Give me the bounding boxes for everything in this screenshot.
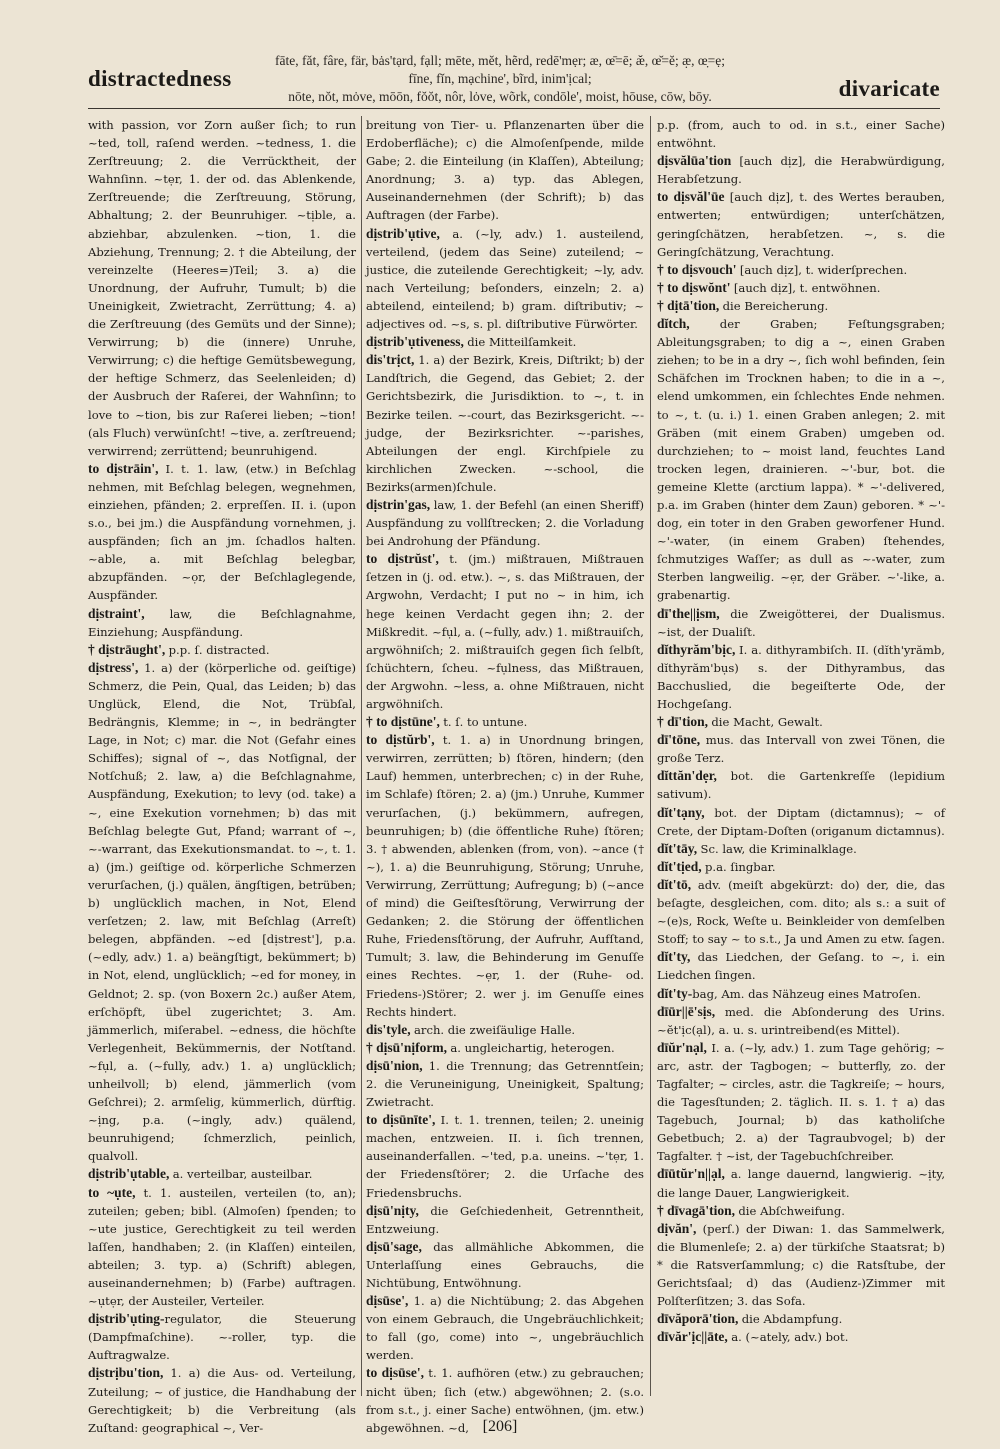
entry-definition: arch. die zweiſäulige Halle. [414,1022,576,1037]
dictionary-entry [657,1310,945,1328]
entry-headword: † to dịsvouch' [657,261,740,277]
entry-definition: [auch dịz], t. des Wertes berauben, entwerten; entwürdigen; unterſchätzen, geringſchätzen, herabſetzen. ~, s. die Geringſchätzung, Verachtung. [657,190,945,259]
entry-definition: med. die Abſonderung des Urins. ~ĕt'ịc(ạl), a. u. s. urintreibend(es Mittel). [657,1004,945,1037]
dictionary-entry [88,460,356,605]
entry-definition: 1. a) der Bezirk, Kreis, Diſtrikt; b) der Landſtrich, die Gegend, das Gebiet; 2. der Gerichtsbezirk, die Jurisdiktion. to ~, t. in Bezirke teilen. ~-court, das Bezirksgericht. ~-judge, der Bezirksrichter. ~-parishes, Abteilungen der engl. Kirchſpiele zu kirchlichen Zwecken. ~-school, die Bezirks(armen)ſchule. [366,353,644,494]
dictionary-entry [657,152,945,188]
entry-headword: dịstress', [88,659,145,675]
entry-definition: bag, Am. das Nähzeug eines Matroſen. [692,986,921,1001]
entry-headword: dĭt'tạny, [657,804,715,820]
dictionary-entry [88,605,356,641]
entry-definition: I. a. (~ly, adv.) 1. zum Tage gehörig; ~ arc, astr. der Tagbogen; ~ butterfly, zo. der Tagfalter; ~ circles, astr. die Tagkreiſe; ~ hours, die Tagesſtunden; 2. täglich. II. s. 1. † a) das Tagebuch, Journal; b) das katholiſche Gebetbuch; 2. a) der Tagraubvogel; b) der Tagfalter. † ~ist, der Tagebuchſchreiber. [657,1040,945,1164]
entry-definition: die Geſchiedenheit, Getrenntheit, Entzweiung. [366,1203,645,1236]
dictionary-entry [88,659,356,1166]
column-divider [361,116,362,1396]
entry-definition: regulator, die Steuerung (Dampfmaſchine). ~-roller, typ. die Auftragwalze. [88,1312,356,1363]
entry-headword: dịvăn', [657,1220,703,1236]
entry-headword: dīvăporā'tion, [657,1311,742,1327]
entry-headword: dis'trịct, [366,352,419,368]
entry-headword: † dịsū'nịform, [366,1039,451,1055]
dictionary-entry [657,1328,945,1346]
entry-headword: dĭt'tō, [657,876,698,892]
pronunciation-key-line: fāte, făt, fâre, fär, bȧs'tạrd, fạll; mēte, mĕt, hẽrd, redē'mẹr; æ, œ̄=ē; æ̆, œ̆=ĕ; æ̣, œ̣=ẹ; [275,53,725,68]
entry-definition: I. t. 1. law, (etw.) in Beſchlag nehmen, mit Beſchlag belegen, wegnehmen, einziehen, pfänden; 2. erpreſſen. II. i. (upon s.o., bei jm.) die Auspfändung vornehmen, j. auspfänden; ſich an jm. ſchadlos halten. ~able, a. mit Beſchlag belegbar, abzupfänden. ~ọr, der Beſchlaglegende, Auspfänder. [88,461,356,603]
pronunciation-key-line: fīne, fĭn, mạchine', bĩrd, inim'ịcal; [408,71,592,86]
entry-headword: dĭthyrăm'bịc, [657,641,740,657]
page-number: [206] [482,1418,518,1435]
dictionary-entry [657,876,945,948]
pronunciation-key-line: nōte, nŏt, mȯve, mōōn, fŏŏt, nôr, lȯve, wõrk, condōle', moist, hōuse, cōw, bōy. [288,89,712,104]
entry-headword: † to dịswŏnt' [657,279,734,295]
dictionary-entry [657,1003,945,1039]
header-divider [88,108,940,109]
dictionary-entry [88,1165,356,1183]
entry-headword: † dīvagā'tion, [657,1202,739,1218]
entry-headword: to ~ụte, [88,1184,144,1200]
dictionary-entry [366,713,644,731]
entry-definition: I. t. 1. trennen, teilen; 2. uneinig machen, entzweien. II. i. ſich trennen, auseinanderfallen. ~'ted, p.a. uneins. ~'tẹr, 1. der Friedensſtörer; 2. die Urſache des Friedensbruchs. [366,1113,645,1200]
dictionary-entry [657,261,945,279]
entry-definition: (perſ.) der Diwan: 1. das Sammelwerk, die Blumenleſe; 2. a) der türkiſche Staatsrat; b) * die Ratsverſammlung; c) die Ratsſtube, der Gerichtsſaal; d) das (Audienz-)Zimmer mit Polſterſitzen; 3. das Sofa. [657,1221,945,1309]
entry-headword: dịstrin'gas, [366,496,434,512]
entry-definition: die Zweigötterei, der Dualismus. ~ist, der Dualiſt. [657,606,945,639]
entry-definition: a. lange dauernd, langwierig. ~ịty, die lange Dauer, Langwierigkeit. [657,1167,946,1200]
entry-definition: mus. das Intervall von zwei Tönen, die große Terz. [657,733,945,766]
entry-definition: bot. der Diptam (dictamnus); ~ of Crete, der Diptam-Doſten (origanum dictamnus). [657,805,946,838]
entry-definition: p.a. ſingbar. [705,859,776,874]
dictionary-entry [657,188,945,260]
dictionary-entry [88,1184,356,1311]
dictionary-entry [657,1202,945,1220]
entry-definition: a. (~ately, adv.) bot. [731,1330,849,1345]
dictionary-entry [366,550,644,713]
entry-definition: t. 1. austeilen, verteilen (to, an); zuteilen; geben; bibl. (Almoſen) ſpenden; to ~ute justice, Gerechtigkeit zu teil werden laſſen, handhaben; 2. (in Klaſſen) einteilen, abteilen; 3. typ. a) (Schrift) ablegen, auseinandernehmen; b) (Farbe) auftragen. ~ụtẹr, der Austeiler, Verteiler. [88,1185,357,1309]
dictionary-entry [657,985,945,1003]
entry-headword: dīvăr'ịc||āte, [657,1329,732,1345]
dictionary-entry [657,641,945,713]
entry-definition: [auch dịz], t. widerſprechen. [739,262,908,277]
dictionary-entry [657,315,945,605]
entry-definition: adv. (meiſt abgekürzt: do) der, die, das beſagte, desgleichen, com. dito; als s.: a suit of ~(e)s, Rock, Weſte u. Beinkleider von demſelben Stoff; to say ~ to s.t., Ja und Amen zu etw. ſagen. [657,877,945,947]
entry-headword: dịstrib'ụtive, [366,225,453,241]
dictionary-entry [366,496,644,550]
dictionary-entry [657,713,945,731]
dictionary-entry [657,840,945,858]
entry-headword: † to dịstūne', [366,714,444,730]
dictionary-entry [657,116,945,152]
dictionary-entry [366,351,644,496]
entry-definition: law, die Beſchlagnahme, Einziehung; Auspfändung. [88,606,356,639]
dictionary-entry [657,804,945,840]
entry-headword: † dī'tion, [657,714,712,730]
dictionary-entry [366,116,644,225]
entry-definition: a. ungleichartig, heterogen. [450,1040,615,1055]
entry-headword: dĭt'ty, [657,949,698,965]
dictionary-entry [366,1039,644,1057]
entry-headword: to dịstŭrb', [366,732,443,748]
left-guide-word: distractedness [88,66,232,91]
entry-headword: to dịstrŭst', [366,551,450,567]
dictionary-entry [366,1292,644,1364]
entry-definition: t. 1. a) in Unordnung bringen, verwirren, zerrütten; b) ſtören, hindern; (den Lauf) hemmen, unterbrechen; c) in der Ruhe, im Schlafe) ſtören; 2. a) (jm.) Unruhe, Kummer verurſachen, (j.) bekümmern, aufregen, beunruhigen; b) (die öffentliche Ruhe) ſtören; 3. † abwenden, ablenken (from, von). ~ance († ~), 1. a) die Beunruhigung, Störung; Unruhe, Verwirrung, Zerrüttung; Aufregung; b) (~ance of mind) die Geiſtesſtörung, Verwirrung der Gedanken; 2. die Störung der öffentlichen Ruhe, Friedensſtörung, der Aufruhr, Aufſtand, Tumult; 3. law, die Behinderung im Genuſſe eines Rechtes. ~ẹr, 1. der (Ruhe- od. Friedens-)Störer; 2. wer j. im Genuſſe eines Rechts hindert. [366,733,644,1019]
entry-headword: dī'tōne, [657,732,706,748]
entry-definition: a. verteilbar, austeilbar. [172,1167,313,1182]
dictionary-entry [366,1202,644,1238]
entry-headword: dĭt'tāy, [657,840,701,856]
dictionary-entry [657,297,945,315]
dictionary-entry [657,1039,945,1166]
entry-definition: die Abdampfung. [741,1312,843,1327]
entry-definition: bot. die Gartenkreſſe (lepidium sativum). [657,769,945,802]
entry-definition: breitung von Tier- u. Pflanzenarten über die Erdoberfläche); c) die Almoſenſpende, milde Gabe; 2. die Einteilung (in Klaſſen), Abteilung; Anordnung; 3. a) typ. das Ablegen, Auseinandernehmen (der Schrift); b) das Auftragen (der Farbe). [366,118,644,223]
entry-definition: Sc. law, die Kriminalklage. [700,841,857,856]
entry-headword: dịsū'sage, [366,1238,434,1254]
dictionary-entry [657,1165,945,1201]
right-guide-word: divaricate [838,76,940,101]
dictionary-entry [657,948,945,984]
entry-headword: to dịsūse', [366,1365,429,1381]
dictionary-entry [366,1021,644,1039]
dictionary-entry [366,1057,644,1111]
entry-definition: t. (jm.) mißtrauen, Mißtrauen ſetzen in (j. od. etw.). ~, s. das Mißtrauen, der Argwohn, Verdacht; I put no ~ in him, ich hege keinen Verdacht gegen ihn; 2. der Mißkredit. ~fụl, a. (~fully, adv.) 1. mißtrauiſch, argwöhniſch; 2. mißtrauiſch gegen ſich ſelbſt, ſchüchtern, ſcheu. ~fụlness, das Mißtrauen, der Argwohn. ~less, a. ohne Mißtrauen, nicht argwöhniſch. [366,552,644,711]
entry-headword: dịstrịbu'tion, [88,1365,171,1381]
entry-headword: dĭt'tịed, [657,858,706,874]
entry-definition: p.p. (from, auch to od. in s.t., einer Sache) entwöhnt. [657,118,945,151]
entry-headword: dịstrib'ụtiveness, [366,334,468,350]
dictionary-entry [657,605,945,641]
entry-definition: die Macht, Gewalt. [711,715,823,730]
entry-definition: 1. a) die Aus- od. Verteilung, Zuteilung; ~ of justice, die Handhabung der Gerechtigkeit; b) die Verbreitung (als Zuſtand: geographical ~, Ver- [88,1366,356,1435]
entry-definition: das allmähliche Abkommen, die Unterlaſſung eines Gebrauchs, die Nichtübung, Entwöhnung. [366,1239,644,1290]
dictionary-entry [88,1364,356,1436]
dictionary-entry [88,1310,356,1364]
entry-definition: [auch dịz], t. entwöhnen. [733,280,881,295]
dictionary-entry [88,116,356,460]
dictionary-entry [366,1111,644,1201]
dictionary-entry [366,333,644,351]
dictionary-entry [366,1238,644,1292]
entry-headword: dịsvălūa'tion [657,153,740,169]
entry-headword: to dịsvăl'ūe [657,189,730,205]
entry-definition: [auch dịz], die Herabwürdigung, Herabſetzung. [657,154,945,187]
entry-headword: dịsūse', [366,1293,414,1309]
entry-definition: das Liedchen, der Geſang. to ~, i. ein Liedchen ſingen. [657,950,945,983]
entry-headword: † dịtā'tion, [657,297,723,313]
entry-headword: dī'the||ịsm, [657,605,731,621]
dictionary-entry [657,731,945,767]
entry-definition: law, 1. der Befehl (an einen Sheriff) Auspfändung zu vollſtrecken; 2. die Vorladung bei Androhung der Pfändung. [366,497,645,549]
entry-definition: die Abſchweifung. [738,1203,845,1218]
entry-headword: dĭtch, [657,316,720,332]
entry-headword: dīūr||ē'sịs, [657,1003,725,1019]
entry-definition: I. a. dithyrambiſch. II. (dĭth'yrămb, dĭthyrăm'bụs) s. der Dithyrambus, das Bacchuslied, die begeiſterte Ode, der Hochgeſang. [657,642,945,711]
entry-headword: dịsū'nịty, [366,1202,431,1218]
dictionary-entry [657,767,945,803]
pronunciation-key [230,52,770,106]
column-left [88,116,357,1435]
dictionary-entry [657,1220,945,1310]
entry-headword: dịsū'nion, [366,1057,429,1073]
entry-definition: der Graben; Feſtungsgraben; Ableitungsgraben; to dig a ~, einen Graben ziehen; to be in a dry ~, ſich wohl befinden, ſein Schäfchen im Trocknen haben; to die in a ~, elend umkommen, ein ſchlechtes Ende nehmen. to ~, t. (u. i.) 1. einen Graben anlegen; 2. mit Gräben (mit einem Graben) umgeben od. durchziehen; to ~ moist land, feuchtes Land trocken legen, drainieren. ~'-bur, bot. die gemeine Klette (arctium lappa). * ~'-delivered, p.a. im Graben (hinter dem Zaun) geboren. * ~'-dog, ein toter in den Graben geworfener Hund. ~'-water, (in einem Graben) ſtehendes, ſchmutziges Waſſer; as dull as ~-water, zum Sterben langweilig. ~ẹr, der Gräber. ~'-like, a. grabenartig. [657,317,945,603]
entry-definition: t. 1. aufhören (etw.) zu gebrauchen; nicht üben; ſich (etw.) abgewöhnen; 2. (s.o. from s.t., j. einer Sache) entwöhnen, (jm. etw.) abgewöhnen. ~d, [366,1366,645,1435]
entry-definition: with passion, vor Zorn außer ſich; to run ~ted, toll, raſend werden. ~tedness, 1. die Zerſtreuung; 2. die Verrücktheit, der Wahnſinn. ~tẹr, 1. der od. das Ablenkende, Zerſtreuende; die Zerſtreuung, Störung, Abhaltung; 2. der Beunruhiger. ~tịble, a. abziehbar, abzulenken. ~tion, 1. die Abziehung, Trennung; 2. † die Abteilung, der vereinzelte (Heeres=)Teil; 3. a) die Unordnung, der Aufruhr, Tumult; b) die Uneinigkeit, Zwietracht, Zerrüttung; 4. a) die Zerſtreuung (des Gemüts und der Sinne); Verwirrung; b) die (innere) Unruhe, Verwirrung; c) die heftige Gemütsbewegung, der heftige Schmerz, das Seelenleiden; d) der Ausbruch der Raſerei, der Wahnſinn; to love to ~tion, bis zur Raſerei lieben; ~tion! (als Fluch) verwünſcht! ~tive, a. zerſtreuend; verwirrend; zerrüttend; beunruhigend. [88,118,356,458]
entry-headword: dịstrib'ụting- [88,1311,165,1327]
entry-definition: a. (~ly, adv.) 1. austeilend, verteilend, (jedem das Seine) zuteilend; ~ justice, die zuteilende Gerechtigkeit; ~ly, adv. nach Verteilung; beſonders, einzeln; 2. a) abteilend, einteilend; b) gram. diſtributiv; ~ adjectives od. ~s, s. pl. diſtributive Fürwörter. [366,226,644,332]
page-header [0,0,1000,112]
entry-headword: dīŭr'nạl, [657,1039,712,1055]
dictionary-entry [657,279,945,297]
entry-definition: 1. die Trennung; das Getrenntſein; 2. die Veruneinigung, Uneinigkeit, Spaltung; Zwietracht. [366,1058,644,1110]
column-divider [650,116,651,1396]
dictionary-entry [657,858,945,876]
entry-headword: † dịstrāught', [88,641,169,657]
entry-headword: dịstrib'ụtable, [88,1166,173,1182]
dictionary-entry [366,731,644,1021]
column-right [657,116,945,1406]
entry-headword: dīūtŭr'n||ạl, [657,1166,731,1182]
entry-definition: 1. a) die Nichtübung; 2. das Abgehen von einem Gebrauch, die Ungebräuchlichkeit; to fall (go, come) into ~, ungebräuchlich werden. [366,1294,644,1363]
entry-definition: p.p. ſ. distracted. [168,642,270,657]
dictionary-entry [366,225,644,334]
entry-headword: dịstraint', [88,605,170,621]
entry-headword: dis'tyle, [366,1021,415,1037]
entry-definition: t. ſ. to untune. [443,715,528,730]
entry-definition: die Bereicherung. [722,298,829,313]
entry-definition: 1. a) der (körperliche od. geiſtige) Schmerz, die Pein, Qual, das Leiden; b) das Unglück, Elend, die Not, Trübſal, Bedrängnis, Klemme; in ~, in bedrängter Lage, in Not; c) mar. die Not (Gefahr eines Schiffes); signal of ~, das Notſignal, der Notſchuß; 2. law, a) die Beſchlagnahme, Auspfändung, Exekution; to levy (od. take) a ~, eine Exekution vornehmen; b) das mit Beſchlag belegte Gut, Pfand; warrant of ~, ~-warrant, das Exekutionsmandat. to ~, t. 1. a) (jm.) geiſtige od. körperliche Schmerzen verurſachen, (j.) quälen, ängſtigen, betrüben; b) unglücklich machen, in Not, Elend verſetzen; 2. law, mit Beſchlag (Arreſt) belegen, abpfänden. ~ed [dịstrest'], p.a. (~edly, adv.) 1. a) beängſtigt, bekümmert; b) in Not, elend, unglücklich; ~ed for money, in Geldnot; 2. sp. (von Boxern 2c.) außer Atem, erſchöpft, übel zugerichtet; 3. Am. jämmerlich, miſerabel. ~edness, die höchſte Verlegenheit, Bekümmernis, der Notſtand. ~fụl, a. (~fully, adv.) 1. a) unglücklich; unheilvoll; b) elend, jämmerlich (vom Geſchrei); 2. armſelig, kümmerlich, dürftig. ~ịng, p.a. (~ingly, adv.) quälend, beunruhigend; ſchmerzlich, peinlich, qualvoll. [88,660,356,1164]
entry-headword: dĭt'ty- [657,985,693,1001]
dictionary-entry [88,641,356,659]
entry-headword: to dịstrāin', [88,460,166,476]
entry-headword: dĭttăn'dẹr, [657,768,731,784]
entry-headword: to dịsūnīte', [366,1112,441,1128]
entry-definition: die Mitteilſamkeit. [467,335,577,350]
